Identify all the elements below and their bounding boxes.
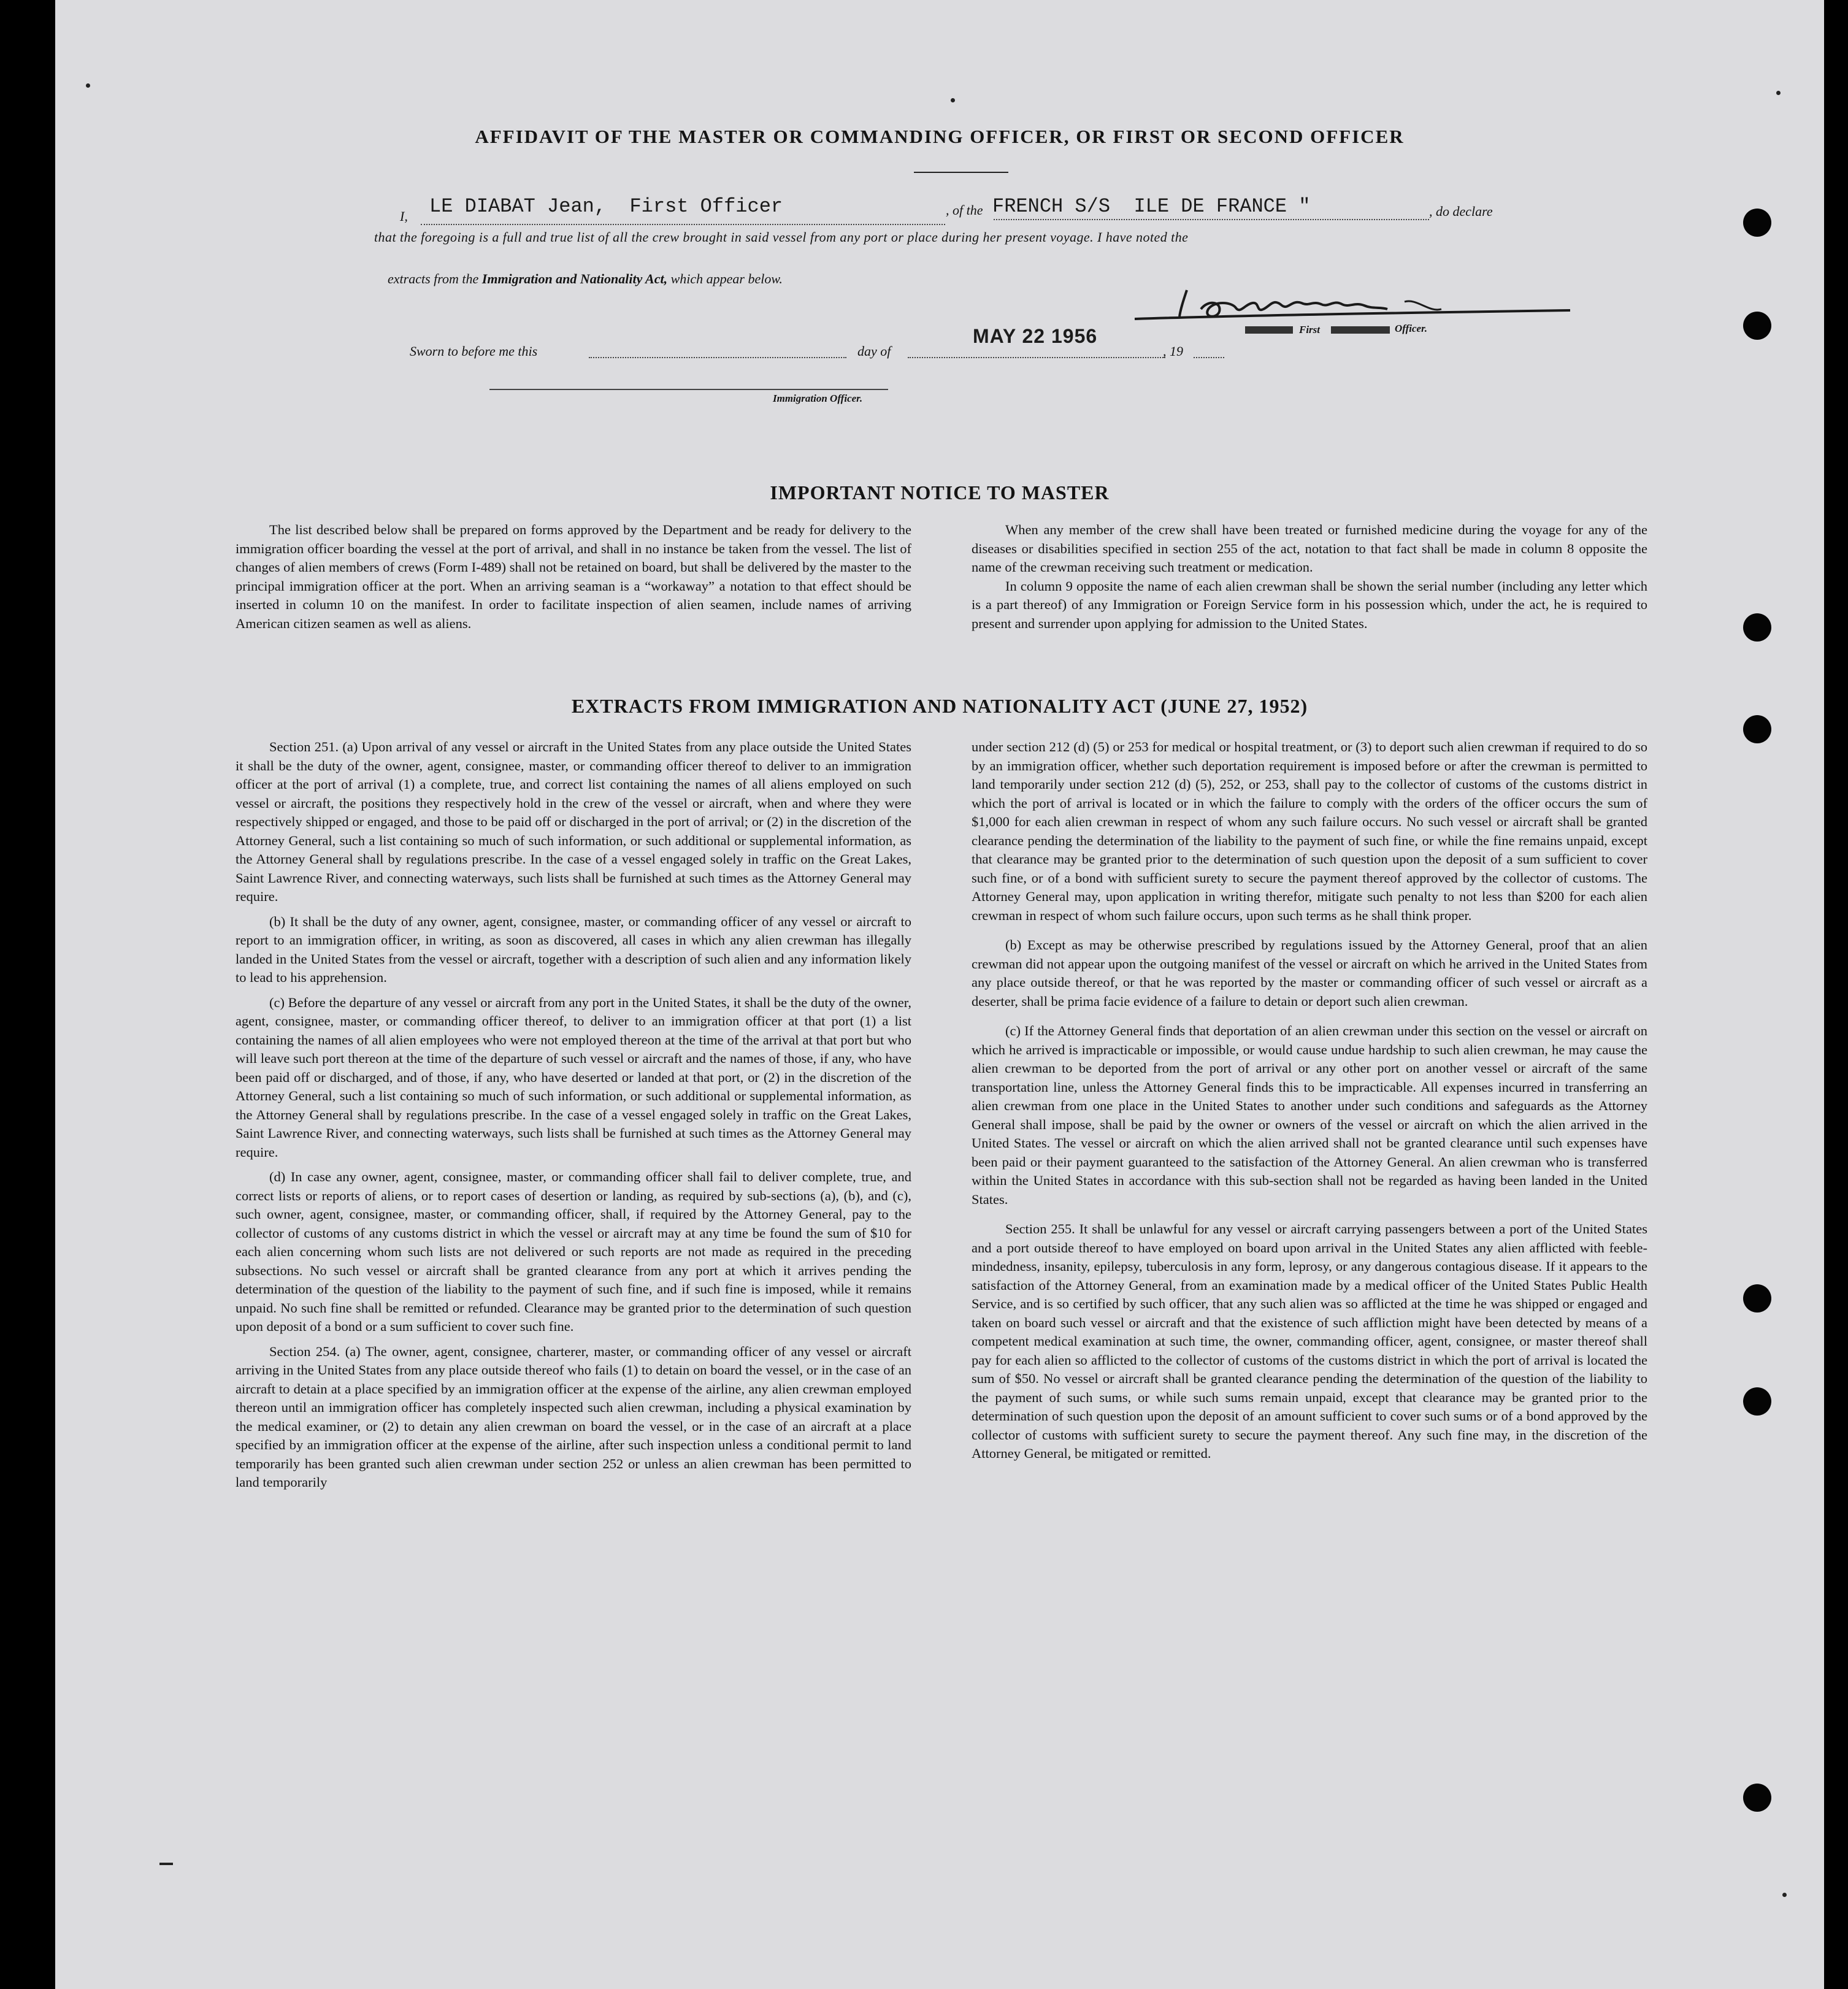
title-rule <box>914 172 1008 173</box>
sworn-day-line <box>589 352 846 358</box>
affidavit-title: AFFIDAVIT OF THE MASTER OR COMMANDING OFFICER, OR FIRST OR SECOND OFFICER <box>475 126 1405 147</box>
of-the-label: , of the <box>946 202 983 218</box>
section-251-c: (c) Before the departure of any vessel or aircraft from any port in the United States, it shall be the duty of the owner, agent, consignee, master, or commanding officer thereof, to deliver to an immigration officer at that port (1) a list containing the names of all alien employees who were not employed thereon at the time of the arrival at that port but who will leave such port thereon at the time of the departure of such vessel or aircraft and the names of those, if any, who have been paid off or discharged, and of those, if any, who have deserted or landed at that port, or (2) in the discretion of the Attorney General, such a list containing so much of such information, or such additional or supplemental information, as the Attorney General shall by regulations prescribe. In the case of a vessel engaged solely in traffic on the Great Lakes, Saint Lawrence River, and connecting waterways, such lists shall be furnished at such times as the Attorney General may require. <box>236 994 911 1160</box>
year-prefix: , 19 <box>1163 343 1183 359</box>
section-254-a-continued: under section 212 (d) (5) or 253 for medical or hospital treatment, or (3) to deport such alien crewman if required to do so by an immigration officer, whether such deportation requirement is imposed before or after the crewman is permitted to land temporarily under section 212 (d) (5), 252, or 253, shall pay to the collector of customs of the customs district in which the port of arrival is located or in which the failure to comply with the orders of the officer occurs the sum of $1,000 for each alien crewman in respect of whom any such failure occurs. No such vessel or aircraft shall be granted clearance pending the determination of the liability to the payment of such fine, or while the fine remains unpaid, except that clearance may be granted prior to the determination of such question upon the deposit of a sum sufficient to cover such fine, or of a bond with sufficient surety to secure the payment thereof approved by the collector of customs. The Attorney General may, upon application in writing therefor, mitigate such penalty to not less than $200 for each alien crewman in respect of whom such failure occurs, upon such terms as he shall think proper. <box>972 739 1647 923</box>
section-254-c: (c) If the Attorney General finds that deportation of an alien crewman under this section on the vessel or aircraft on which he arrived is impracticable or impossible, or would cause undue hardship to such alien crewman, he may cause the alien crewman to be deported from the port of arrival or any other port on another vessel or aircraft of the same transportation line, unless the Attorney General finds this to be impracticable. All expenses incurred in transferring an alien crewman from one place in the United States to another under such conditions and safeguards as the Attorney General shall impose, shall be paid by the owner or owners of the vessel or aircraft on which the alien arrived in the United States. The vessel or aircraft on which the alien arrived shall not be granted clearance until such expenses have been paid or their payment guaranteed to the satisfaction of the Attorney General. An alien crewman who is transferred within the United States in accordance with this sub-section shall not be regarded as having been landed in the United States. <box>972 1023 1647 1207</box>
do-declare-label: , do declare <box>1429 204 1493 219</box>
document-page <box>55 0 1824 1989</box>
vessel-field: FRENCH S/S ILE DE FRANCE " <box>992 195 1311 218</box>
notice-right-paragraph: When any member of the crew shall have been treated or furnished medicine during the voyage for any of the diseases or disabilities specified in section 255 of the act, notation to that fact shall be made in column 8 opposite the name of the crewman receiving such treatment or medication. <box>972 522 1647 575</box>
notice-left-paragraph: The list described below shall be prepared on forms approved by the Department and be ready for delivery to the immigration officer boarding the vessel at the port of arrival, and shall in no instance be taken from the vessel. The list of changes of alien members of crews (Form I-489) shall not be retained on board, but shall be delivered by the master to the principal immigration officer at the port. When an arriving seaman is a “workaway” a notation to that effect should be inserted in column 10 on the manifest. In order to facilitate inspection of alien seamen, include names of arriving American citizen seamen as well as aliens. <box>236 522 911 631</box>
officer-name-field: LE DIABAT Jean, First Officer <box>429 195 783 218</box>
immigration-officer-label: Immigration Officer. <box>773 393 863 404</box>
statement-line-2a: extracts from the <box>388 271 479 286</box>
signature-first-label: First <box>1299 324 1321 335</box>
officer-signature <box>1061 281 1576 330</box>
statement-line-2 <box>374 255 783 303</box>
year-line <box>1194 352 1224 358</box>
section-254-a: Section 254. (a) The owner, agent, consignee, charterer, master, or commanding officer of any vessel or aircraft arriving in the United States from any place outside thereof who fails (1) to detain on board the vessel, or in the case of an aircraft to detain at a place specified by an immigration officer at the expense of the airline, any alien crewman employed thereon until an immigration officer has completely inspected such alien crewman, including a physical examination by the medical examiner, or (2) to detain any alien crewman on board the vessel, or in the case of an aircraft at a place specified by an immigration officer at the expense of the airline, after such inspection unless a conditional permit to land temporarily has been granted such alien crewman under section 252 or unless an alien crewman has been permitted to land temporarily <box>236 1343 911 1490</box>
section-254-b: (b) Except as may be otherwise prescribed by regulations issued by the Attorney General, proof that an alien crewman did not appear upon the outgoing manifest of the vessel or aircraft on which he arrived in the United States from any place outside thereof, or that he was reported by the master or commanding officer of such vessel or aircraft as a deserter, shall be prima facie evidence of a failure to detain or deport such alien crewman. <box>972 937 1647 1009</box>
binder-hole <box>1743 209 1771 237</box>
sworn-label: Sworn to before me this <box>410 343 538 359</box>
statement-line-2c: which appear below. <box>670 271 783 286</box>
binder-hole <box>1743 1784 1771 1812</box>
binder-hole <box>1743 1284 1771 1313</box>
extracts-title: EXTRACTS FROM IMMIGRATION AND NATIONALITY ACT (JUNE 27, 1952) <box>571 695 1308 717</box>
section-251-b: (b) It shall be the duty of any owner, agent, consignee, master, or commanding officer of any vessel or aircraft to report to an immigration officer, in writing, as soon as discovered, all cases in which any alien crewman has illegally landed in the United States from the vessel or aircraft, together with a description of such alien and any information likely to lead to his apprehension. <box>236 913 911 985</box>
struck-master-text <box>1245 326 1293 334</box>
notice-right-column <box>972 521 1647 639</box>
signature-officer-label: Officer. <box>1395 323 1428 334</box>
day-of-label: day of <box>857 343 891 359</box>
statement-line-1: that the foregoing is a full and true list of all the crew brought in said vessel from any port or place during her present voyage. I have noted the <box>374 229 1189 245</box>
scan-speck <box>86 83 90 88</box>
act-name: Immigration and Nationality Act, <box>481 271 668 286</box>
binder-hole <box>1743 613 1771 642</box>
struck-officer-rank <box>1331 326 1390 334</box>
scan-mark <box>159 1863 173 1865</box>
binder-hole <box>1743 312 1771 340</box>
extracts-left-column <box>236 738 911 1498</box>
section-251-a: Section 251. (a) Upon arrival of any vessel or aircraft in the United States from any place outside the United States it shall be the duty of the owner, agent, consignee, master, or commanding officer thereof to deliver to an immigration officer at the port of arrival (1) a complete, true, and correct list containing the names of all aliens employed on such vessel or aircraft, the positions they respectively hold in the crew of the vessel or aircraft, when and where they were respectively shipped or engaged, and those to be paid off or discharged in the port of arrival; or (2) in the discretion of the Attorney General, such a list containing so much of such information, or such additional or supplemental information, as the Attorney General shall by regulations prescribe. In the case of a vessel engaged solely in traffic on the Great Lakes, Saint Lawrence River, and connecting waterways, such lists shall be furnished at such times as the Attorney General may require. <box>236 739 911 904</box>
sworn-month-line <box>908 352 1165 358</box>
section-255: Section 255. It shall be unlawful for any vessel or aircraft carrying passengers between a port of the United States and a port outside thereof to have employed on board upon arrival in the United States any alien afflicted with feeble-mindedness, insanity, epilepsy, tuberculosis in any form, leprosy, or any dangerous contagious disease. If it appears to the satisfaction of the Attorney General, from an examination made by a medical officer of the United States Public Health Service, and is so certified by such officer, that any such alien was so afflicted at the time he was shipped or engaged and taken on board such vessel or aircraft and that the existence of such affliction might have been detected by means of a competent medical examination at such time, the owner, commanding officer, agent, consignee, or master thereof shall pay for each alien so afflicted to the collector of customs of the customs district in which the port of arrival is located the sum of $50. No vessel or aircraft shall be granted clearance pending the determination of the question of the liability to the payment of such sums, or while such sums remain unpaid, except that clearance may be granted prior to the determination of such question upon the deposit of an amount sufficient to cover such sums or of a bond approved by the collector of customs with sufficient surety to secure the payment thereof. Any such fine may, in the discretion of the Attorney General, be mitigated or remitted. <box>972 1221 1647 1461</box>
officer-name-line <box>421 218 945 225</box>
affidavit-i-label: I, <box>400 209 408 224</box>
notice-title: IMPORTANT NOTICE TO MASTER <box>770 481 1110 504</box>
notice-left-column <box>236 521 911 639</box>
scan-speck <box>1776 91 1781 95</box>
scan-speck <box>951 98 955 102</box>
section-251-d: (d) In case any owner, agent, consignee, master, or commanding officer shall fail to deliver complete, true, and correct lists or reports of aliens, or to report cases of desertion or landing, as required by sub-sections (a), (b), and (c), such owner, agent, consignee, master, or commanding officer, shall, if required by the Attorney General, pay to the collector of customs of any customs district in which the vessel or aircraft may at any time be found the sum of $10 for each alien concerning whom such lists are not delivered or such reports are not made as required in the preceding subsections. No such vessel or aircraft shall be granted clearance from any port at which it arrives pending the determination of the question of the liability to the payment of such fine, and if such fine is imposed, while it remains unpaid. No such fine shall be remitted or refunded. Clearance may be granted prior to the determination of such question upon deposit of a bond or a sum sufficient to cover such fine. <box>236 1169 911 1334</box>
notice-right-paragraph: In column 9 opposite the name of each alien crewman shall be shown the serial number (including any letter which is a part thereof) of any Immigration or Foreign Service form in his possession which, under the act, he is required to present and surrender upon applying for admission to the United States. <box>972 578 1647 631</box>
date-stamp: MAY 22 1956 <box>973 325 1098 347</box>
extracts-right-column <box>972 738 1647 1470</box>
binder-hole <box>1743 1387 1771 1416</box>
binder-hole <box>1743 715 1771 743</box>
scan-speck <box>1782 1893 1787 1897</box>
immigration-officer-line <box>489 389 888 390</box>
